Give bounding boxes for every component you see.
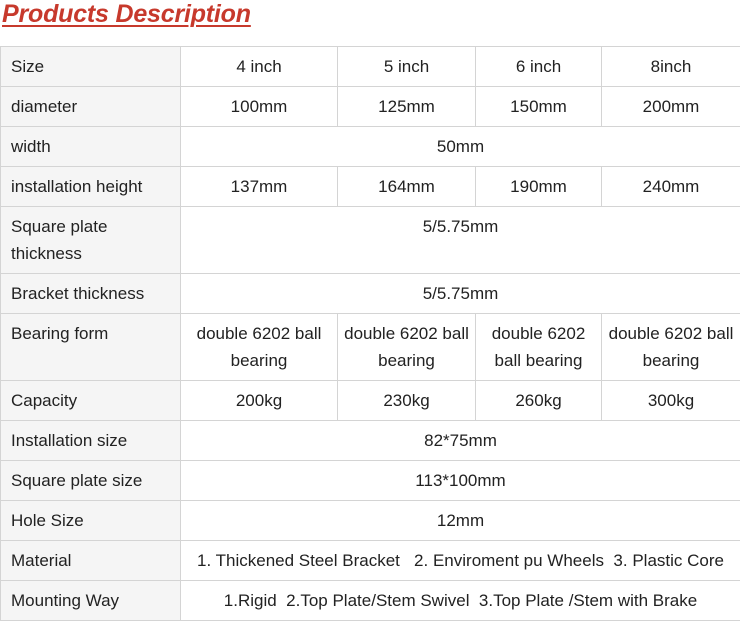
table-cell: double 6202 ball bearing [476,314,602,381]
row-label: Material [1,541,181,581]
row-label: Square plate thickness [1,207,181,274]
table-cell: 4 inch [181,47,338,87]
section-heading: Products Description [0,0,251,34]
table-cell: double 6202 ball bearing [602,314,740,381]
table-cell: 125mm [338,87,476,127]
table-row-installation-size [1,421,740,461]
table-cell: 6 inch [476,47,602,87]
table-cell: 5 inch [338,47,476,87]
table-row-installation-height [1,167,740,207]
table-row-mounting-way [1,581,740,621]
table-cell: 8inch [602,47,740,87]
table-row-material [1,541,740,581]
row-label: Mounting Way [1,581,181,621]
table-row-square-plate-thickness [1,207,740,274]
table-row-bearing-form [1,314,740,381]
table-cell: 100mm [181,87,338,127]
row-label: Square plate size [1,461,181,501]
row-label: Bracket thickness [1,274,181,314]
table-row-square-plate-size [1,461,740,501]
row-label: width [1,127,181,167]
table-cell: 5/5.75mm [181,274,740,314]
table-row-size [1,47,740,87]
table-cell: 260kg [476,381,602,421]
table-cell: 230kg [338,381,476,421]
table-cell: double 6202 ball bearing [181,314,338,381]
table-row-diameter [1,87,740,127]
table-row-capacity [1,381,740,421]
product-spec-table [0,46,740,621]
table-cell: 300kg [602,381,740,421]
table-row-hole-size [1,501,740,541]
row-label: Bearing form [1,314,181,381]
table-row-bracket-thickness [1,274,740,314]
table-cell: 5/5.75mm [181,207,740,274]
table-cell: double 6202 ball bearing [338,314,476,381]
table-cell: 113*100mm [181,461,740,501]
row-label: diameter [1,87,181,127]
table-cell: 1.Rigid 2.Top Plate/Stem Swivel 3.Top Plate /Stem with Brake [181,581,740,621]
table-cell: 164mm [338,167,476,207]
table-cell: 150mm [476,87,602,127]
row-label: Size [1,47,181,87]
table-cell: 200kg [181,381,338,421]
table-row-width [1,127,740,167]
table-cell: 200mm [602,87,740,127]
table-cell: 190mm [476,167,602,207]
table-cell: 1. Thickened Steel Bracket 2. Enviroment pu Wheels 3. Plastic Core [181,541,740,581]
table-cell: 82*75mm [181,421,740,461]
row-label: Installation size [1,421,181,461]
row-label: Capacity [1,381,181,421]
table-cell: 50mm [181,127,740,167]
table-cell: 137mm [181,167,338,207]
table-cell: 12mm [181,501,740,541]
table-cell: 240mm [602,167,740,207]
row-label: installation height [1,167,181,207]
row-label: Hole Size [1,501,181,541]
